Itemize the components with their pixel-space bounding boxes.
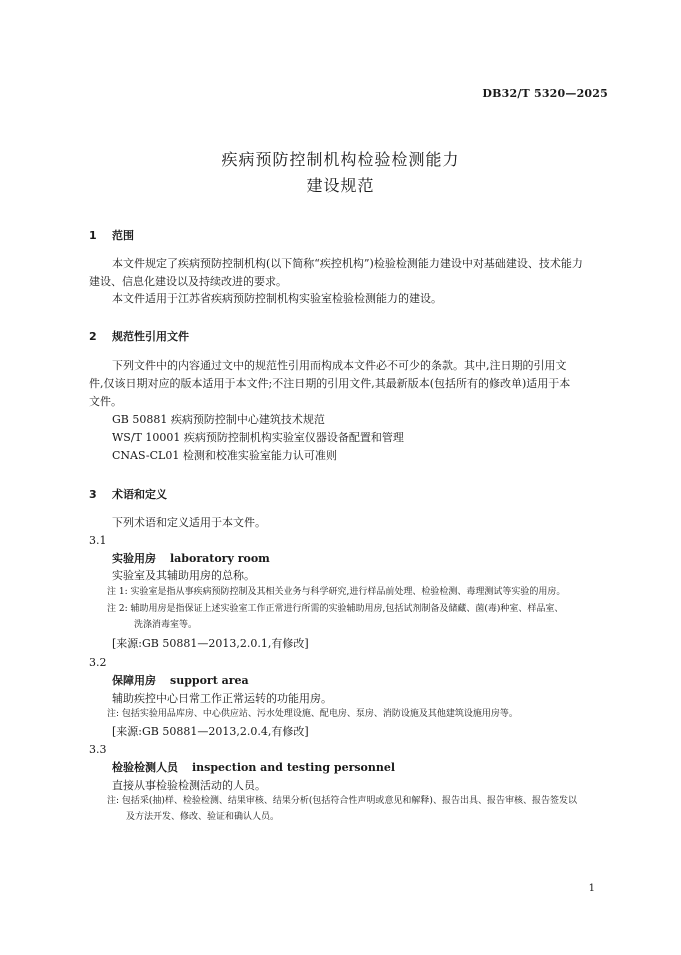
- term-note: 注: 包括采(抽)样、检验检测、结果审核、结果分析(包括符合性声明或意见和解释)、报告出具、报告审核、报告签发以: [107, 796, 577, 806]
- term-heading: [112, 550, 270, 566]
- section-1-heading: [89, 227, 134, 243]
- term-number: 3.3: [89, 743, 107, 756]
- paragraph: 本文件规定了疾病预防控制机构(以下简称“疾控机构”)检验检测能力建设中对基础建设、技术能力: [112, 257, 583, 270]
- term-note: 注: 包括实验用品库房、中心供应站、污水处理设施、配电房、泵房、消防设施及其他建筑设施用房等。: [107, 709, 518, 719]
- term-heading: [112, 759, 395, 775]
- section-title: 规范性引用文件: [112, 330, 189, 343]
- standard-code: DB32/T 5320—2025: [482, 87, 608, 100]
- term-definition: 实验室及其辅助用房的总称。: [112, 569, 255, 582]
- term-heading: [112, 672, 249, 688]
- section-2-heading: [89, 328, 189, 344]
- term-zh: 保障用房: [112, 674, 156, 687]
- term-definition: 辅助疾控中心日常工作正常运转的功能用房。: [112, 692, 332, 705]
- page-number: 1: [588, 883, 595, 894]
- term-definition: 直接从事检验检测活动的人员。: [112, 779, 266, 792]
- paragraph: 下列文件中的内容通过文中的规范性引用而构成本文件必不可少的条款。其中,注日期的引用文: [112, 359, 567, 372]
- paragraph: 件,仅该日期对应的版本适用于本文件;不注日期的引用文件,其最新版本(包括所有的修改单)适用于本: [89, 377, 571, 390]
- paragraph: 本文件适用于江苏省疾病预防控制机构实验室检验检测能力的建设。: [112, 292, 442, 305]
- reference-item: CNAS-CL01 检测和校准实验室能力认可准则: [112, 449, 337, 462]
- term-en: inspection and testing personnel: [192, 761, 396, 774]
- section-title: 范围: [112, 229, 134, 242]
- paragraph: 建设、信息化建设以及持续改进的要求。: [89, 275, 287, 288]
- paragraph: 下列术语和定义适用于本文件。: [112, 516, 266, 529]
- term-number: 3.2: [89, 656, 107, 669]
- term-zh: 实验用房: [112, 552, 156, 565]
- term-note: 注 1: 实验室是指从事疾病预防控制及其相关业务与科学研究,进行样品前处理、检验检测、毒理测试等实验的用房。: [107, 587, 566, 597]
- term-number: 3.1: [89, 534, 107, 547]
- section-number: 1: [89, 229, 97, 242]
- term-note: 注 2: 辅助用房是指保证上述实验室工作正常进行所需的实验辅助用房,包括试剂制备及储藏、菌(毒)种室、样品室、: [107, 604, 564, 614]
- term-note-continued: 及方法开发、修改、验证和确认人员。: [126, 812, 280, 822]
- term-en: support area: [170, 674, 249, 687]
- term-zh: 检验检测人员: [112, 761, 178, 774]
- term-note-continued: 洗涤消毒室等。: [134, 620, 198, 630]
- section-3-heading: [89, 486, 167, 502]
- section-number: 2: [89, 330, 97, 343]
- term-source: [来源:GB 50881—2013,2.0.4,有修改]: [112, 725, 309, 738]
- term-source: [来源:GB 50881—2013,2.0.1,有修改]: [112, 637, 309, 650]
- reference-item: WS/T 10001 疾病预防控制机构实验室仪器设备配置和管理: [112, 431, 404, 444]
- section-number: 3: [89, 488, 97, 501]
- term-en: laboratory room: [170, 552, 270, 565]
- reference-item: GB 50881 疾病预防控制中心建筑技术规范: [112, 413, 325, 426]
- document-title-line2: 建设规范: [306, 176, 375, 195]
- document-title-line1: 疾病预防控制机构检验检测能力: [221, 150, 460, 169]
- section-title: 术语和定义: [112, 488, 167, 501]
- paragraph: 文件。: [89, 395, 122, 408]
